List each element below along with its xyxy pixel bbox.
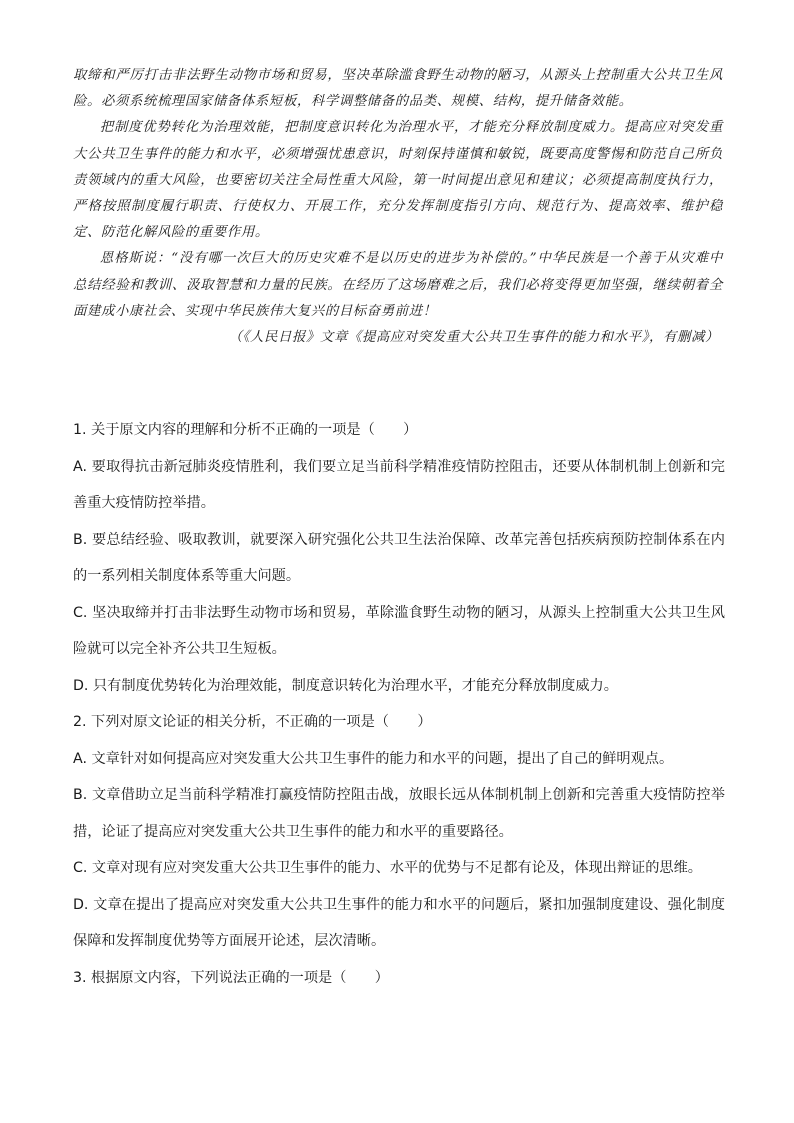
question-2-option-a: A. 文章针对如何提高应对突发重大公共卫生事件的能力和水平的问题，提出了自己的鲜明观点。 <box>73 750 674 767</box>
question-1-stem: 1. 关于原文内容的理解和分析不正确的一项是（ ） <box>73 422 418 438</box>
question-2-option-c: C. 文章对现有应对突发重大公共卫生事件的能力、水平的优势与不足都有论及，体现出辩证的思维。 <box>73 860 702 876</box>
question-1-option-c: C. 坚决取缔并打击非法野生动物市场和贸易，革除滥食野生动物的陋习，从源头上控制重大公共卫生风险就可以完全补齐公共卫生短板。 <box>73 604 725 657</box>
question-1 <box>73 412 725 704</box>
question-3 <box>73 960 725 997</box>
passage-paragraph-3: 恩格斯说：“没有哪一次巨大的历史灾难不是以历史的进步为补偿的。”中华民族是一个善于从灾难中总结经验和教训、汲取智慧和力量的民族。在经历了这场磨难之后，我们必将变得更加坚强，继续朝着全面建成小康社会、实现中华民族伟大复兴的目标奋勇前进！ <box>73 251 723 319</box>
passage-paragraph-2: 把制度优势转化为治理效能，把制度意识转化为治理水平，才能充分释放制度威力。提高应对突发重大公共卫生事件的能力和水平，必须增强忧患意识，时刻保持谨慎和敏锐，既要高度警惕和防范自己所负责领域内的重大风险，也要密切关注全局性重大风险，第一时间提出意见和建议；必须提高制度执行力，严格按照制度履行职责、行使权力、开展工作，充分发挥制度指引方向、规范行为、提高效率、维护稳定、防范化解风险的重要作用。 <box>73 120 723 241</box>
reading-passage <box>73 63 723 351</box>
question-2 <box>73 704 725 960</box>
question-3-stem: 3. 根据原文内容，下列说法正确的一项是（ ） <box>73 969 389 986</box>
passage-paragraph-1: 取缔和严厉打击非法野生动物市场和贸易，坚决革除滥食野生动物的陋习，从源头上控制重大公共卫生风险。必须系统梳理国家储备体系短板，科学调整储备的品类、规模、结构，提升储备效能。 <box>73 68 723 110</box>
question-1-option-a: A. 要取得抗击新冠肺炎疫情胜利，我们要立足当前科学精准疫情防控阻击，还要从体制机制上创新和完善重大疫情防控举措。 <box>73 458 725 511</box>
question-2-stem: 2. 下列对原文论证的相关分析，不正确的一项是（ ） <box>73 714 432 730</box>
question-2-option-b: B. 文章借助立足当前科学精准打赢疫情防控阻击战，放眼长远从体制机制上创新和完善重大疫情防控举措，论证了提高应对突发重大公共卫生事件的能力和水平的重要路径。 <box>73 787 725 840</box>
question-2-option-d: D. 文章在提出了提高应对突发重大公共卫生事件的能力和水平的问题后，紧扣加强制度建设、强化制度保障和发挥制度优势等方面展开论述，层次清晰。 <box>73 896 725 949</box>
question-1-option-b: B. 要总结经验、吸取教训，就要深入研究强化公共卫生法治保障、改革完善包括疾病预防控制体系在内的一系列相关制度体系等重大问题。 <box>73 531 725 584</box>
question-1-option-d: D. 只有制度优势转化为治理效能，制度意识转化为治理水平，才能充分释放制度威力。 <box>73 677 618 694</box>
question-list <box>73 412 725 996</box>
passage-source-citation: （《人民日报》文章《提高应对突发重大公共卫生事件的能力和水平》，有删减） <box>228 330 719 346</box>
